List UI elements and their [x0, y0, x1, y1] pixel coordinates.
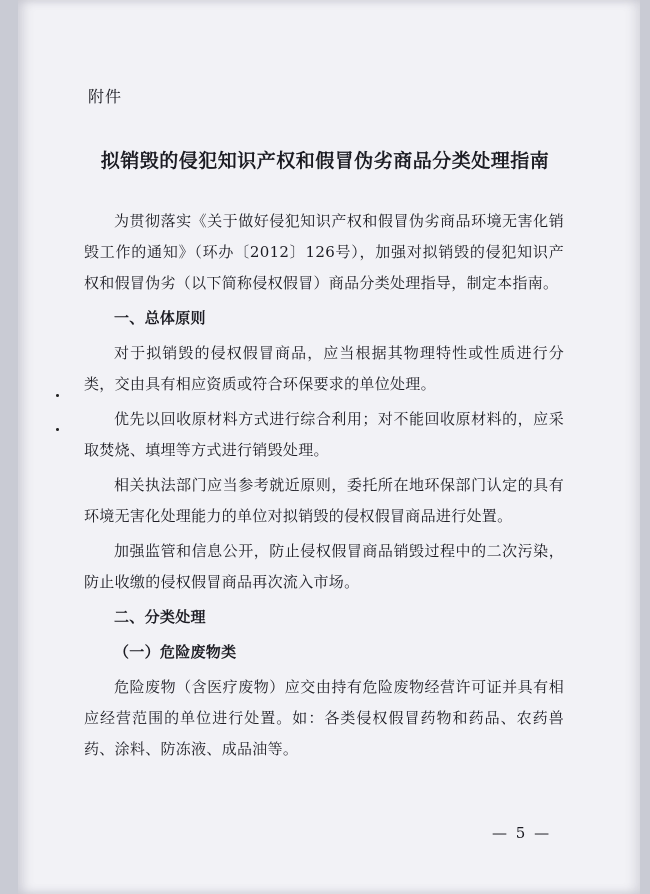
- hazardous-waste-paragraph: 危险废物（含医疗废物）应交由持有危险废物经营许可证并具有相应经营范围的单位进行处置。如：各类侵权假冒药物和药品、农药兽药、涂料、防冻液、成品油等。: [84, 678, 564, 758]
- subsection-heading-hazardous-waste: （一）危险废物类: [114, 643, 237, 661]
- document-title: 拟销毁的侵犯知识产权和假冒伪劣商品分类处理指南: [100, 150, 550, 172]
- principle-paragraph: 相关执法部门应当参考就近原则，委托所在地环保部门认定的具有环境无害化处理能力的单位对拟销毁的侵权假冒商品进行处置。: [84, 476, 564, 525]
- principle-paragraph: 加强监管和信息公开，防止侵权假冒商品销毁过程中的二次污染，防止收缴的侵权假冒商品再次流入市场。: [84, 542, 564, 591]
- intro-paragraph: 为贯彻落实《关于做好侵犯知识产权和假冒伪劣商品环境无害化销毁工作的通知》（环办〔2012〕126号），加强对拟销毁的侵犯知识产权和假冒伪劣（以下简称侵权假冒）商品分类处理指导，制定本指南。: [84, 212, 564, 292]
- principle-paragraph: 优先以回收原材料方式进行综合利用；对不能回收原材料的，应采取焚烧、填埋等方式进行销毁处理。: [84, 410, 564, 459]
- document-body: [84, 206, 564, 769]
- section-heading-classification: 二、分类处理: [114, 608, 206, 626]
- page-number: — 5 —: [492, 824, 552, 842]
- attachment-label: 附件: [88, 87, 123, 106]
- section-heading-general-principles: 一、总体原则: [114, 309, 206, 327]
- principle-paragraph: 对于拟销毁的侵权假冒商品，应当根据其物理特性或性质进行分类，交由具有相应资质或符合环保要求的单位处理。: [84, 344, 564, 393]
